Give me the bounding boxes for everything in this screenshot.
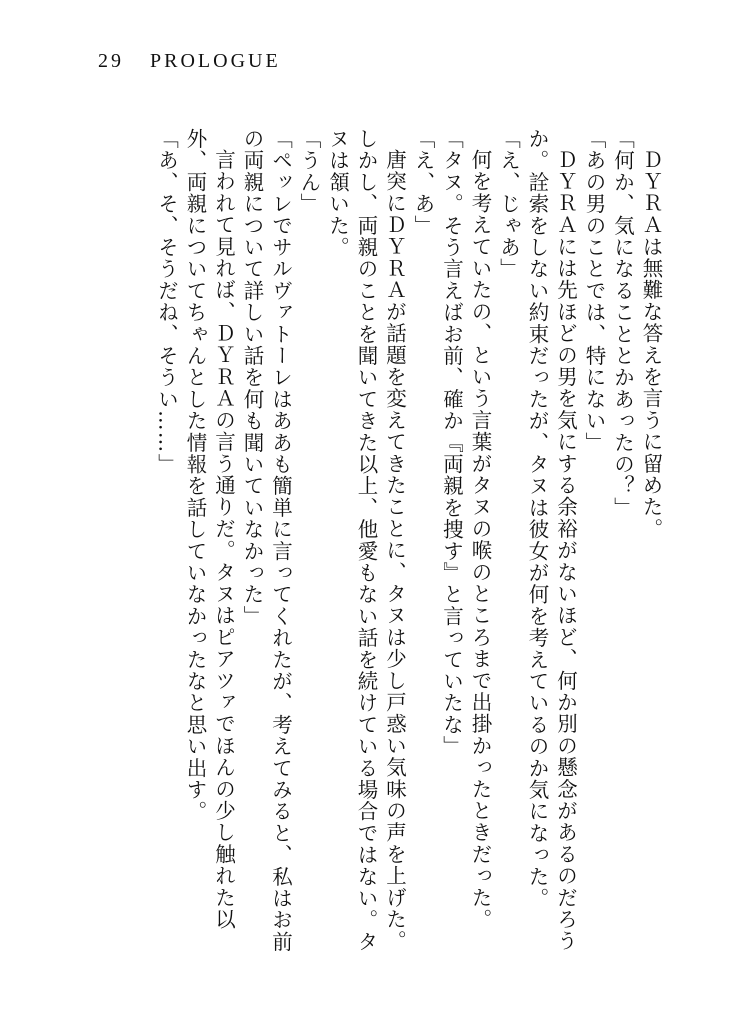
paragraph: 言われて見れば、ＤＹＲＡの言う通りだ。タヌはピアツァでほんの少し触れた以外、両親についてちゃんとした情報を話していなかったなと思い出す。 xyxy=(183,128,236,930)
paragraph: ＤＹＲＡには先ほどの男を気にする余裕がないほど、何か別の懸念があるのだろうか。詮索をしない約束だったが、タヌは彼女が何を考えているのか気になった。 xyxy=(525,128,578,952)
dialogue-line: 「え、あ」 xyxy=(411,128,435,237)
paragraph: ＤＹＲＡは無難な答えを言うに留めた。 xyxy=(639,148,663,540)
dialogue-line: 「あの男のことでは、特にない」 xyxy=(582,128,606,454)
dialogue-line: 「タヌ。そう言えばお前、確か『両親を捜す』と言っていたな」 xyxy=(439,128,464,758)
dialogue-line: 「何か、気になることとかあったの？」 xyxy=(610,128,635,519)
vertical-body-text xyxy=(90,128,665,968)
dialogue-line: 「うん」 xyxy=(297,128,321,215)
paragraph: 唐突にＤＹＲＡが話題を変えてきたことに、タヌは少し戸惑い気味の声を上げた。しかし、両親のことを聞いてきた以上、他愛もない話を続けている場合ではない。タヌは頷いた。 xyxy=(325,128,407,953)
running-header xyxy=(98,50,281,73)
dialogue-line: 「あ、そ、そうだね、そうい……」 xyxy=(154,128,179,476)
dialogue-line: 「ペッレでサルヴァトーレはああも簡単に言ってくれたが、考えてみると、私はお前の両親について詳しい話を何も聞いていなかった」 xyxy=(240,128,293,953)
dialogue-line: 「え、じゃあ」 xyxy=(496,128,521,280)
section-title: PROLOGUE xyxy=(150,50,281,72)
page-number: 29 xyxy=(98,50,124,72)
paragraph: 何を考えていたの、という言葉がタヌの喉のところまで出掛かったときだった。 xyxy=(468,148,492,930)
